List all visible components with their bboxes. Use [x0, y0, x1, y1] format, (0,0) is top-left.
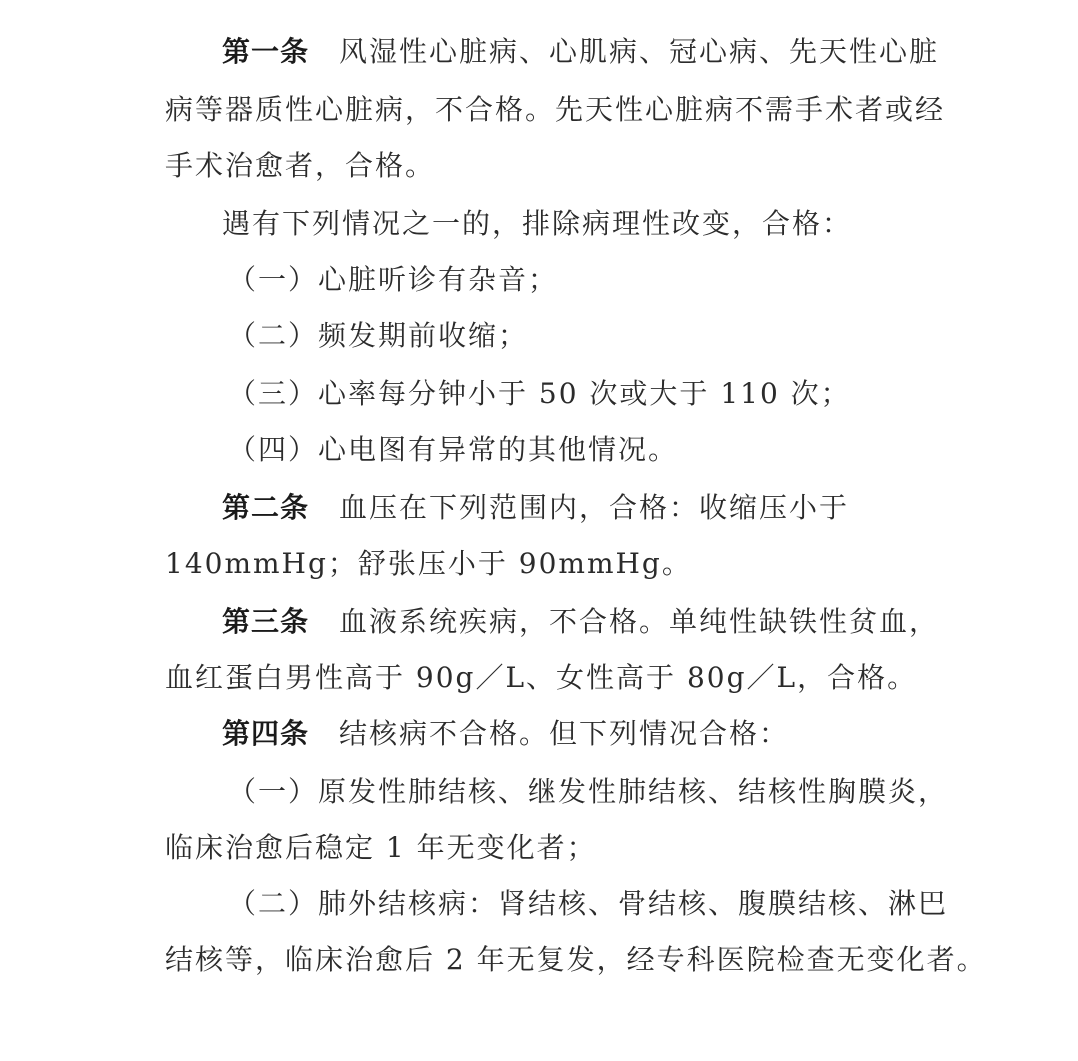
article-4-item-1-line-1: （一）原发性肺结核、继发性肺结核、结核性胸膜炎，	[228, 775, 949, 808]
article-2-heading: 第二条	[222, 491, 310, 524]
article-3-line-1	[222, 602, 939, 642]
article-3-text: 血液系统疾病，不合格。单纯性缺铁性贫血，	[339, 605, 940, 638]
article-1-item-1: （一）心脏听诊有杂音；	[228, 263, 559, 296]
article-4-item-2-line-1: （二）肺外结核病：肾结核、骨结核、腹膜结核、淋巴	[228, 887, 949, 920]
article-4-item-2-line-2: 结核等，临床治愈后 2 年无复发，经专科医院检查无变化者。	[165, 943, 987, 976]
article-2-line-2: 140mmHg；舒张压小于 90mmHg。	[165, 547, 692, 580]
article-3-line-2: 血红蛋白男性高于 90g／L、女性高于 80g／L，合格。	[165, 661, 918, 694]
article-1-heading: 第一条	[222, 35, 310, 68]
article-4-heading: 第四条	[222, 717, 310, 750]
article-4-line-1	[222, 714, 789, 754]
article-1-line-1	[222, 32, 939, 72]
article-1-item-3: （三）心率每分钟小于 50 次或大于 110 次；	[228, 377, 851, 410]
article-2-text: 血压在下列范围内，合格：收缩压小于	[339, 491, 850, 524]
article-1-text: 风湿性心脏病、心肌病、冠心病、先天性心脏	[339, 35, 940, 68]
article-2-line-1	[222, 488, 849, 528]
article-1-item-4: （四）心电图有异常的其他情况。	[228, 433, 679, 466]
article-1-item-2: （二）频发期前收缩；	[228, 319, 529, 352]
article-1-line-2: 病等器质性心脏病，不合格。先天性心脏病不需手术者或经	[165, 93, 946, 126]
article-4-item-1-line-2: 临床治愈后稳定 1 年无变化者；	[165, 831, 597, 864]
article-3-heading: 第三条	[222, 605, 310, 638]
article-1-line-3: 手术治愈者，合格。	[165, 149, 436, 182]
article-4-text: 结核病不合格。但下列情况合格：	[339, 717, 790, 750]
article-1-intro: 遇有下列情况之一的，排除病理性改变，合格：	[222, 207, 853, 240]
